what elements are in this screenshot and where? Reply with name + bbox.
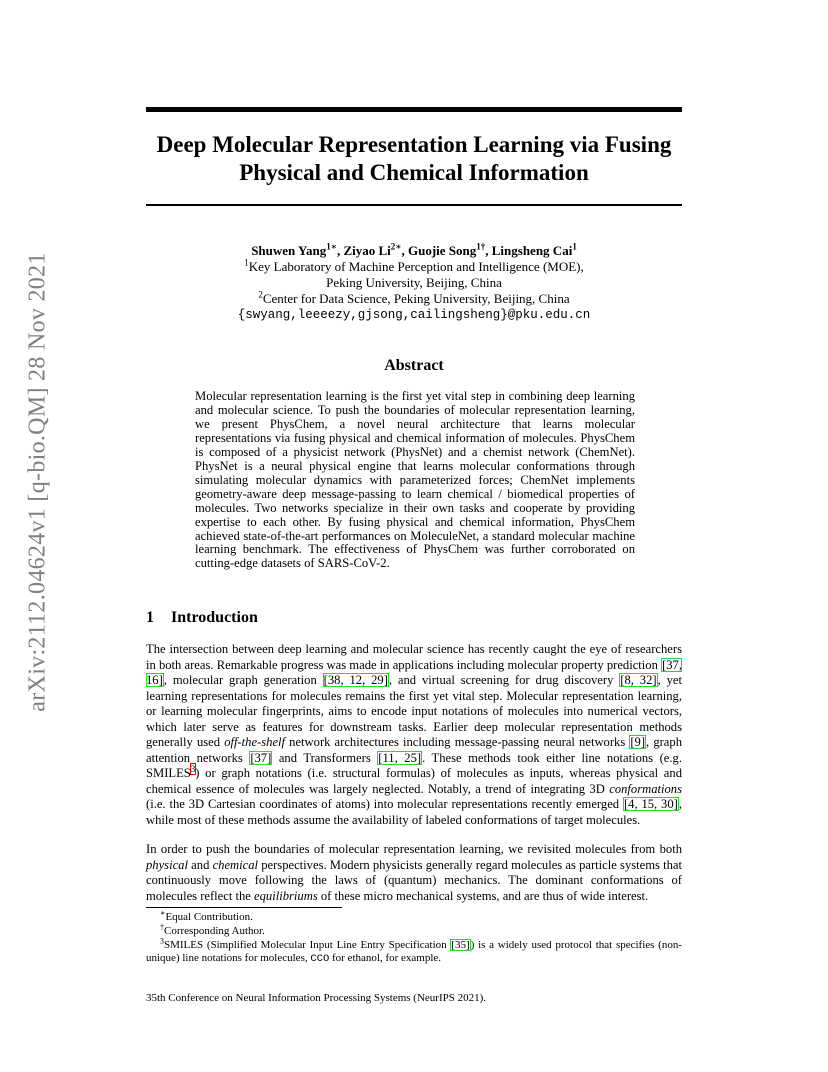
- author-email: {swyang,leeeezy,gjsong,cailingsheng}@pku.edu.cn: [237, 308, 591, 322]
- paper-title: [146, 131, 682, 187]
- paragraph-text: ) or graph notations (i.e. structural formulas) of molecules as inputs, whereas physical and chemical essence of molecules was largely neglected. Notably, a trend of integrating 3D: [146, 766, 682, 796]
- author-affil-mark: 1†: [476, 241, 486, 252]
- author-names: [146, 243, 682, 259]
- title-top-rule: [146, 107, 682, 112]
- paragraph-text: perspectives. Modern physicists generally regard molecules as particle systems that continuously move following the laws of (quantum) mechanics. The dominant conformations of molecules reflect the: [146, 857, 683, 903]
- section-number: 1: [146, 609, 154, 626]
- title-line-2: Physical and Chemical Information: [239, 160, 589, 185]
- emphasis-text: conformations: [609, 781, 682, 796]
- paragraph-text: The intersection between deep learning and molecular science has recently caught the eye of researchers in both areas. Remarkable progress was made in applications including molecular property prediction: [146, 642, 682, 672]
- section-heading: [146, 609, 258, 627]
- footnote-text: SMILES (Simplified Molecular Input Line Entry Specification: [164, 938, 451, 951]
- footnote-mark: †: [160, 922, 164, 932]
- paragraph-text: (i.e. the 3D Cartesian coordinates of atoms) into molecular representations recently emerged: [146, 797, 623, 811]
- paragraph-text: , molecular graph generation: [163, 673, 323, 687]
- footnote-2: [146, 922, 682, 939]
- author-separator: ,: [401, 243, 408, 258]
- conference-footer: 35th Conference on Neural Information Processing Systems (NeurIPS 2021).: [146, 992, 487, 1004]
- emphasis-text: chemical: [212, 857, 259, 872]
- footnotes: [146, 908, 682, 967]
- paragraph-text: , while most of these methods assume the availability of labeled conformations of target molecules.: [146, 797, 683, 827]
- abstract-heading: Abstract: [384, 357, 444, 374]
- section-title: Introduction: [171, 609, 258, 626]
- footnote-rule: [146, 907, 342, 908]
- citation-link[interactable]: [8, 32]: [620, 673, 657, 687]
- paragraph-text: , graph attention networks: [146, 735, 682, 765]
- paragraph-text: and Transformers: [272, 750, 378, 765]
- paragraph-text: In order to push the boundaries of molecular representation learning, we revisited molecules from both: [146, 842, 682, 856]
- footnote-ref-link[interactable]: 3: [190, 763, 196, 774]
- paragraph-text: . These methods took either line notations (e.g. SMILES: [146, 750, 682, 780]
- author-name: Ziyao Li: [343, 243, 391, 258]
- title-line-1: Deep Molecular Representation Learning via Fusing: [156, 132, 672, 157]
- affiliation-1-cont: Peking University, Beijing, China: [326, 275, 502, 290]
- author-name: Guojie Song: [407, 243, 477, 258]
- arxiv-id: arXiv:2112.04624v1 [q-bio.QM] 28 Nov 2021: [24, 252, 51, 712]
- abstract-body: [195, 390, 635, 571]
- footnote-mark: 3: [160, 935, 164, 945]
- author-name: Shuwen Yang: [251, 243, 327, 258]
- citation-link[interactable]: [4, 15, 30]: [623, 797, 678, 811]
- affiliation-mark: 1: [244, 257, 249, 268]
- author-affil-mark: 1: [572, 241, 577, 252]
- footnote-text: for ethanol, for example.: [329, 952, 442, 965]
- intro-paragraph-2: [146, 842, 682, 904]
- title-bottom-rule: [146, 204, 682, 206]
- affiliation-2: [146, 291, 682, 307]
- emphasis-text: off-the-shelf: [224, 735, 286, 749]
- citation-link[interactable]: [37]: [250, 750, 272, 765]
- footnote-3: [146, 935, 682, 968]
- citation-link[interactable]: [38, 12, 29]: [323, 673, 388, 687]
- paragraph-text: network architectures including message-passing neural networks: [285, 735, 630, 749]
- author-block: [146, 243, 682, 323]
- intro-paragraph-1: [146, 642, 682, 828]
- footnote-text: ) is a widely used protocol that specifies (non-unique) line notations for molecules,: [146, 938, 682, 965]
- citation-link[interactable]: [11, 25]: [378, 750, 422, 765]
- footnote-mark: ∗: [160, 908, 166, 918]
- affiliation-text: Key Laboratory of Machine Perception and Intelligence (MOE),: [248, 259, 584, 274]
- paragraph-text: , yet learning representations for molecules remains the first yet vital step. Molecular representation learning, or learning molecular fingerprints, aims to encode input notations of molecules into numerical vectors, which later serve as features for downstream tasks. Earlier deep molecular representation methods generally used: [146, 673, 682, 749]
- affiliation-mark: 2: [258, 289, 263, 300]
- footnote-1: [146, 908, 682, 925]
- emphasis-text: physical: [146, 857, 188, 872]
- citation-link[interactable]: [35]: [451, 938, 470, 951]
- abstract-text: Molecular representation learning is the first yet vital step in combining deep learning and molecular science. To push the boundaries of molecular representation learning, we present PhysChem, a novel neural architecture that learns molecular representations via fusing physical and chemical information of molecules. PhysChem is composed of a physicist network (PhysNet) and a chemist network (ChemNet). PhysNet is a neural physical engine that learns molecular conformations through simulating molecular dynamics with parameterized forces; ChemNet implements geometry-aware deep message-passing to learn chemical / biomedical properties of molecules. Two networks specialize in their own tasks and cooperate by providing expertise to each other. By fusing physical and chemical information, PhysChem achieved state-of-the-art performances on MoleculeNet, a standard molecular machine learning benchmark. The effectiveness of PhysChem was further corroborated on cutting-edge datasets of SARS-CoV-2.: [195, 389, 635, 571]
- author-separator: ,: [336, 243, 344, 258]
- paragraph-text: of these micro mechanical systems, and are thus of wide interest.: [317, 888, 649, 903]
- affiliation-text: Center for Data Science, Peking University, Beijing, China: [262, 291, 570, 306]
- author-affil-mark: 2∗: [390, 241, 402, 252]
- citation-link[interactable]: [9]: [630, 735, 646, 749]
- arxiv-sidebar-stamp: [18, 252, 58, 712]
- footnote-text: Corresponding Author.: [164, 924, 265, 937]
- affiliation-1: [146, 259, 682, 275]
- code-text: CCO: [310, 953, 330, 966]
- paragraph-text: and: [187, 857, 213, 872]
- footnote-text: Equal Contribution.: [165, 911, 253, 923]
- author-affil-mark: 1∗: [326, 241, 337, 252]
- paragraph-text: , and virtual screening for drug discovery: [388, 673, 620, 687]
- author-name: Lingsheng Cai: [491, 243, 573, 258]
- author-separator: ,: [485, 243, 492, 258]
- citation-link[interactable]: [37, 16]: [146, 657, 682, 687]
- emphasis-text: equilibriums: [254, 888, 318, 903]
